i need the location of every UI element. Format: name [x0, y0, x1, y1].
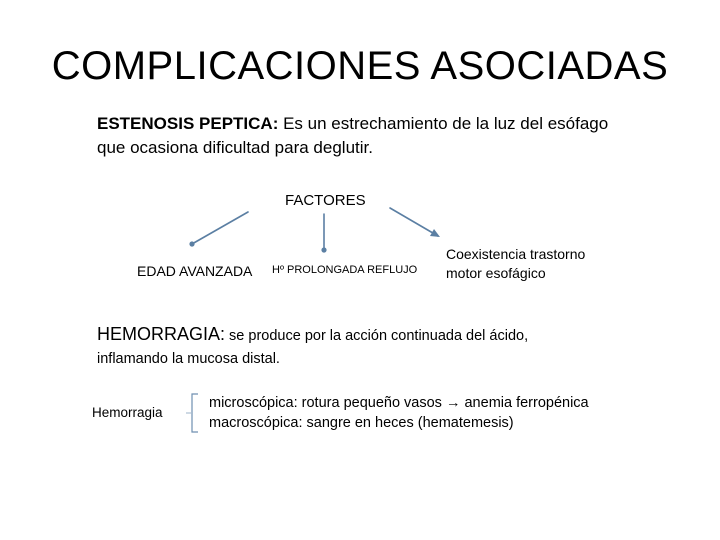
factor-coexistencia [446, 245, 585, 283]
hemorragia-line-2: inflamando la mucosa distal. [97, 351, 280, 367]
hemorragia-microscopica [209, 395, 589, 411]
hemorragia-macroscopica: macroscópica: sangre en heces (hematemesis) [209, 415, 514, 431]
factores-heading: FACTORES [285, 192, 366, 209]
arrow-right [390, 208, 438, 236]
hemorragia-line-1 [97, 324, 528, 345]
coexistencia-line-2: motor esofágico [446, 265, 546, 281]
estenosis-line-2: que ocasiona dificultad para deglutir. [97, 138, 373, 157]
micro-text: microscópica: rotura pequeño vasos [209, 395, 446, 411]
slide-title: COMPLICACIONES ASOCIADAS [51, 44, 669, 88]
right-arrow-icon: → [445, 395, 461, 411]
hemorragia-term: HEMORRAGIA: [97, 324, 226, 344]
hemorragia-definition: se produce por la acción continuada del ácido, [225, 328, 529, 344]
estenosis-term: ESTENOSIS PEPTICA: [97, 114, 279, 133]
estenosis-definition: Es un estrechamiento de la luz del esófago [278, 114, 609, 133]
factor-reflujo: Hº PROLONGADA REFLUJO [272, 264, 418, 276]
arrow-center-head [321, 247, 326, 252]
hemorragia-bracket [192, 394, 198, 432]
coexistencia-line-1: Coexistencia trastorno [446, 246, 586, 262]
arrow-left-head [189, 241, 194, 246]
factor-edad: EDAD AVANZADA [137, 263, 253, 279]
micro-result: anemia ferropénica [460, 395, 589, 411]
arrow-left [192, 212, 248, 244]
hemorragia-label: Hemorragia [92, 405, 163, 420]
